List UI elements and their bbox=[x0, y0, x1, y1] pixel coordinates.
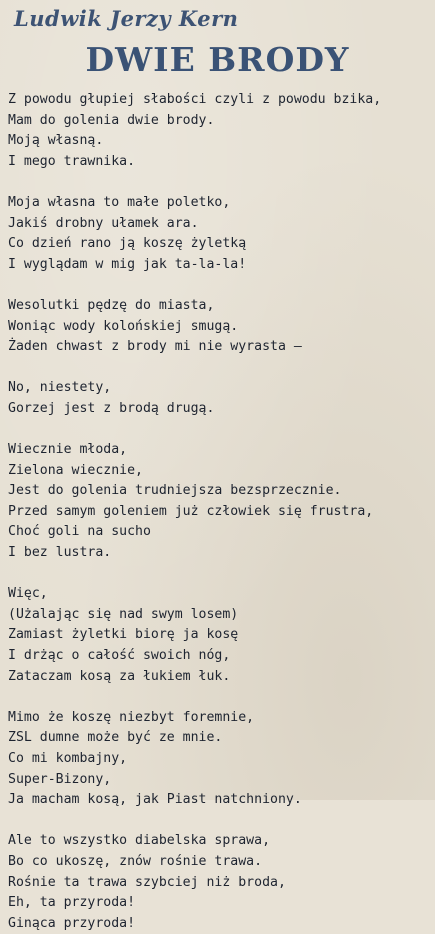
stanza-gap bbox=[8, 275, 428, 296]
poem-line: Gorzej jest z brodą drugą. bbox=[8, 400, 215, 416]
poem-line: ZSL dumne może być ze mnie. bbox=[8, 730, 223, 746]
poem-line: I bez lustra. bbox=[8, 545, 112, 561]
stanza-gap bbox=[8, 420, 428, 441]
poem-line: Rośnie ta trawa szybciej niż broda, bbox=[8, 874, 286, 890]
poem-line: Co mi kombajny, bbox=[8, 751, 128, 766]
poem-body bbox=[8, 90, 428, 934]
poem-line: Mimo że koszę niezbyt foremnie, bbox=[8, 709, 255, 725]
poem-line: No, niestety, bbox=[8, 380, 112, 396]
poem-line: Ale to wszystko diabelska sprawa, bbox=[8, 833, 271, 849]
stanza bbox=[8, 296, 428, 358]
poem-line: Jest do golenia trudniejsza bezsprzecznie. bbox=[8, 483, 342, 499]
poem-line: Więc, bbox=[8, 586, 48, 602]
poem-line: Bo co ukoszę, znów rośnie trawa. bbox=[8, 853, 263, 869]
stanza bbox=[8, 708, 428, 811]
poem-line: Przed samym goleniem już człowiek się frustra, bbox=[8, 503, 374, 519]
stanza bbox=[8, 90, 428, 172]
poem-line: I mego trawnika. bbox=[8, 153, 136, 169]
poem-line: Żaden chwast z brody mi nie wyrasta — bbox=[8, 339, 302, 355]
stanza bbox=[8, 378, 428, 419]
poem-line: Co dzień rano ją koszę żyletką bbox=[8, 236, 247, 252]
poem-line: I wyglądam w mig jak ta-la-la! bbox=[8, 256, 247, 272]
poem-line: Z powodu głupiej słabości czyli z powodu bzika, bbox=[8, 92, 382, 107]
poem-line: Mam do golenia dwie brody. bbox=[8, 112, 215, 128]
stanza bbox=[8, 193, 428, 275]
stanza-gap bbox=[8, 172, 428, 193]
poem-line: I drżąc o całość swoich nóg, bbox=[8, 648, 231, 664]
poem-line: Jakiś drobny ułamek ara. bbox=[8, 215, 199, 231]
poem-line: Ginąca przyroda! bbox=[8, 915, 136, 931]
poem-line: Zamiast żyletki biorę ja kosę bbox=[8, 627, 239, 643]
poem-line: Zataczam kosą za łukiem łuk. bbox=[8, 668, 231, 684]
poem-line: Moją własną. bbox=[8, 133, 104, 149]
stanza-gap bbox=[8, 811, 428, 832]
stanza-gap bbox=[8, 358, 428, 379]
stanza bbox=[8, 440, 428, 564]
poem-line: Woniąc wody kolońskiej smugą. bbox=[8, 318, 239, 334]
poem-line: Choć goli na sucho bbox=[8, 524, 151, 540]
poem-line: Eh, ta przyroda! bbox=[8, 895, 136, 911]
stanza bbox=[8, 831, 428, 934]
stanza bbox=[8, 584, 428, 687]
poem-line: Moja własna to małe poletko, bbox=[8, 194, 231, 210]
stanza-gap bbox=[8, 564, 428, 585]
poem-line: Wesolutki pędzę do miasta, bbox=[8, 297, 215, 313]
poem-line: Super-Bizony, bbox=[8, 771, 112, 787]
poem-title: DWIE BRODY bbox=[85, 40, 350, 79]
poem-line: Zielona wiecznie, bbox=[8, 462, 143, 478]
stanza-gap bbox=[8, 687, 428, 708]
poem-line: Wiecznie młoda, bbox=[8, 442, 128, 458]
poem-line: (Użalając się nad swym losem) bbox=[8, 606, 239, 622]
author-name: Ludwik Jerzy Kern bbox=[14, 6, 239, 31]
poem-line: Ja macham kosą, jak Piast natchniony. bbox=[8, 792, 302, 808]
